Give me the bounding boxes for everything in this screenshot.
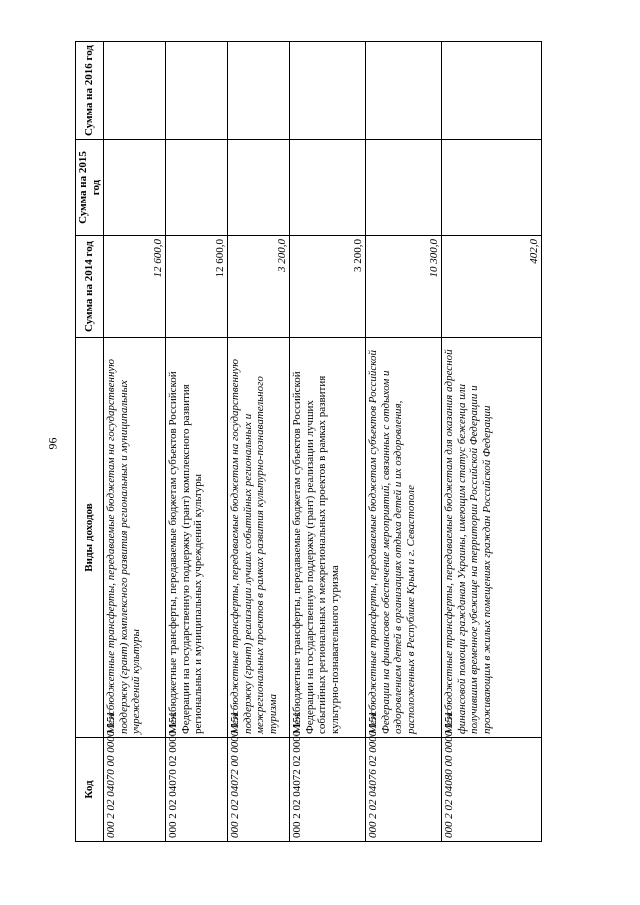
row-name: Межбюджетные трансферты, передаваемые бюджетам субъектов Российской Федерации на финансовое обеспечение мероприятий, связанных с отдыхом и оздоровлением детей в организациях отдыха детей и их оздоровления, расположенных в Республике Крым и г. Севастополе	[366, 338, 442, 738]
row-sum-2016	[228, 42, 290, 140]
row-sum-2015	[366, 140, 442, 236]
table-row	[366, 42, 442, 842]
row-sum-2016	[366, 42, 442, 140]
row-sum-2016	[166, 42, 228, 140]
row-code: 000 2 02 04076 02 0000 151	[366, 738, 442, 842]
row-name: Межбюджетные трансферты, передаваемые бюджетам субъектов Российской Федерации на государственную поддержку (грант) реализации лучших событийных региональных и межрегиональных проектов в рамках развития культурно-познавательного туризма	[290, 338, 366, 738]
header-sum-2015: Сумма на 2015 год	[76, 140, 104, 236]
rotated-table-container	[75, 42, 592, 842]
row-sum-2016	[442, 42, 542, 140]
row-sum-2016	[290, 42, 366, 140]
header-sum-2014: Сумма на 2014 год	[76, 236, 104, 338]
row-sum-2014: 3 200,0	[290, 236, 366, 338]
row-code: 000 2 02 04070 00 0000 151	[104, 738, 166, 842]
row-name: Межбюджетные трансферты, передаваемые бюджетам для оказания адресной финансовой помощи гражданам Украины, имеющим статус беженца или получившим временное убежище на территории Российской Федерации и проживающим в жилых помещениях граждан Российской Федерации	[442, 338, 542, 738]
row-sum-2014: 10 300,0	[366, 236, 442, 338]
table-row	[104, 42, 166, 842]
row-code: 000 2 02 04080 00 0000 151	[442, 738, 542, 842]
row-code: 000 2 02 04072 00 0000 151	[228, 738, 290, 842]
revenue-table	[75, 41, 542, 842]
header-code: Код	[76, 738, 104, 842]
row-sum-2014: 12 600,0	[104, 236, 166, 338]
table-row	[166, 42, 228, 842]
row-sum-2015	[228, 140, 290, 236]
row-code: 000 2 02 04072 02 0000 151	[290, 738, 366, 842]
row-sum-2016	[104, 42, 166, 140]
row-sum-2014: 402,0	[442, 236, 542, 338]
row-sum-2014: 3 200,0	[228, 236, 290, 338]
header-name: Виды доходов	[76, 338, 104, 738]
row-sum-2014: 12 600,0	[166, 236, 228, 338]
table-header-row	[76, 42, 104, 842]
table-row	[442, 42, 542, 842]
table-row	[228, 42, 290, 842]
table-row	[290, 42, 366, 842]
row-sum-2015	[104, 140, 166, 236]
row-sum-2015	[166, 140, 228, 236]
page-number: 96	[45, 437, 60, 450]
row-name: Межбюджетные трансферты, передаваемые бюджетам на государственную поддержку (грант) реализации лучших событийных региональных и межрегиональных проектов в рамках развития культурно-познавательного туризма	[228, 338, 290, 738]
row-sum-2015	[290, 140, 366, 236]
row-sum-2015	[442, 140, 542, 236]
header-sum-2016: Сумма на 2016 год	[76, 42, 104, 140]
row-name: Межбюджетные трансферты, передаваемые бюджетам субъектов Российской Федерации на государственную поддержку (грант) комплексного развития региональных и муниципальных учреждений культуры	[166, 338, 228, 738]
row-name: Межбюджетные трансферты, передаваемые бюджетам на государственную поддержку (грант) комплексного развития региональных и муниципальных учреждений культуры	[104, 338, 166, 738]
row-code: 000 2 02 04070 02 0000 151	[166, 738, 228, 842]
